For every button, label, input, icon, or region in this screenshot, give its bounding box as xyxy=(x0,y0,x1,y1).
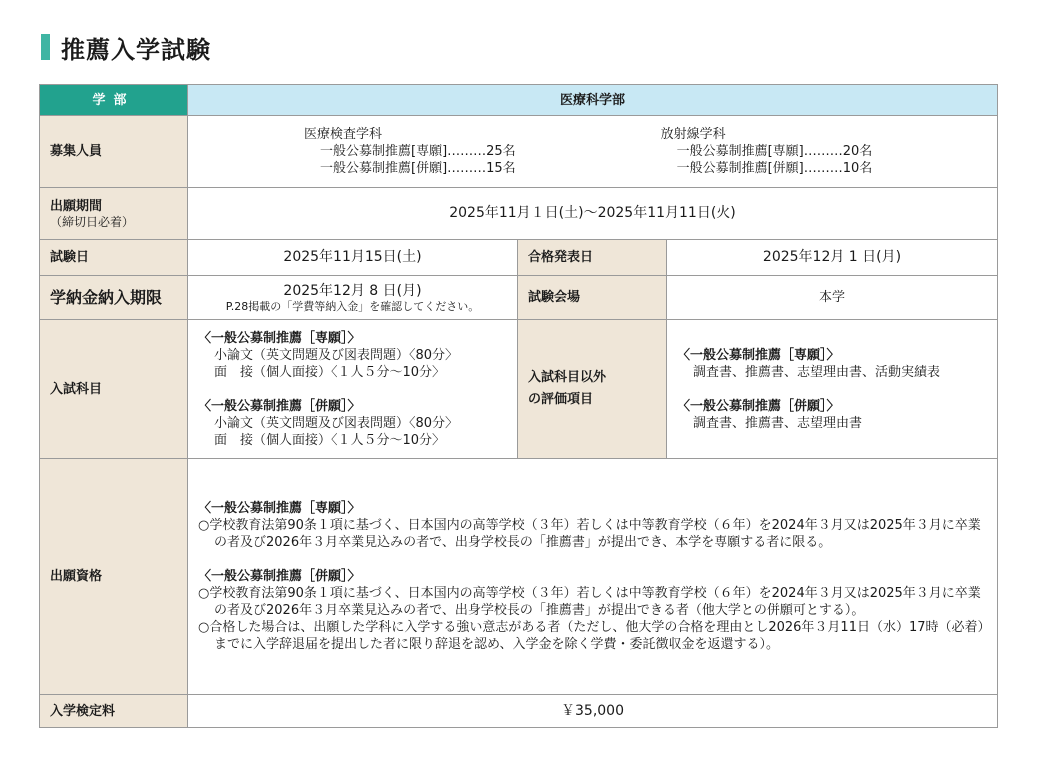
faculty-value: 医療科学部 xyxy=(188,85,998,116)
qualification-heigan-title: 〈一般公募制推薦［併願］〉 xyxy=(198,569,361,584)
page-title-area xyxy=(41,30,211,64)
exam-date-label: 試験日 xyxy=(40,240,188,276)
application-period-label xyxy=(40,188,188,240)
evaluation-senkan-title: 〈一般公募制推薦［専願］〉 xyxy=(677,347,840,363)
subjects-cell xyxy=(188,320,518,459)
result-date-value: 2025年12月 1 日(月) xyxy=(667,240,998,276)
page-title: 推薦入学試験 xyxy=(61,35,211,64)
qualification-paragraph: ○合格した場合は、出願した学科に入学する強い意志がある者（ただし、他大学の合格を理由とし2026年３月11日（水）17時（必着）までに入学辞退届を提出した者に限り辞退を認め、入学金を除く学費・委託徴収金を返還する）。 xyxy=(198,620,991,652)
quota-cell xyxy=(188,116,998,188)
evaluation-label xyxy=(518,320,667,459)
qualification-paragraph: ○学校教育法第90条１項に基づく、日本国内の高等学校（３年）若しくは中等教育学校（６年）を2024年３月又は2025年３月に卒業の者及び2026年３月卒業見込みの者で、出身学校長の「推薦書」が提出できる者（他大学との併願可とする）。 xyxy=(198,586,981,618)
subjects-heigan-title: 〈一般公募制推薦［併願］〉 xyxy=(198,398,361,414)
application-period-row xyxy=(40,188,998,240)
payment-deadline-label: 学納金納入期限 xyxy=(40,276,188,320)
subject-line: 面 接（個人面接）〈１人５分～10分〉 xyxy=(214,432,446,448)
evaluation-heigan-title: 〈一般公募制推薦［併願］〉 xyxy=(677,398,840,414)
exam-date-value: 2025年11月15日(土) xyxy=(188,240,518,276)
evaluation-label-line1: 入試科目以外 xyxy=(528,370,607,385)
quota-dept-medical-lab xyxy=(188,126,584,177)
payment-row xyxy=(40,276,998,320)
subject-line: 面 接（個人面接）〈１人５分～10分〉 xyxy=(214,364,446,380)
payment-deadline-value: 2025年12月 8 日(月) xyxy=(283,282,422,299)
evaluation-label-line2: の評価項目 xyxy=(528,392,594,407)
quota-line: 一般公募制推薦[専願]………25名 xyxy=(320,144,516,159)
quota-dept-radiology xyxy=(601,126,997,177)
venue-value: 本学 xyxy=(667,276,998,320)
fee-row xyxy=(40,695,998,728)
fee-value: ￥35,000 xyxy=(188,695,998,728)
qualification-senkan-title: 〈一般公募制推薦［専願］〉 xyxy=(198,501,361,516)
subjects-senkan-title: 〈一般公募制推薦［専願］〉 xyxy=(198,330,361,346)
qualification-row xyxy=(40,459,998,695)
quota-line: 一般公募制推薦[併願]………15名 xyxy=(320,161,516,176)
subjects-row xyxy=(40,320,998,459)
result-date-label: 合格発表日 xyxy=(518,240,667,276)
qualification-cell xyxy=(188,459,998,695)
subjects-label: 入試科目 xyxy=(40,320,188,459)
application-period-value: 2025年11月１日(土)～2025年11月11日(火) xyxy=(188,188,998,240)
application-period-title: 出願期間 xyxy=(50,199,103,214)
exam-date-row xyxy=(40,240,998,276)
title-accent-bar xyxy=(41,34,50,60)
quota-label: 募集人員 xyxy=(40,116,188,188)
application-period-sublabel: （締切日必着） xyxy=(50,215,135,229)
evaluation-line: 調査書、推薦書、志望理由書 xyxy=(693,415,863,431)
quota-line: 一般公募制推薦[専願]………20名 xyxy=(676,144,873,159)
faculty-label: 学部 xyxy=(40,85,188,116)
subject-line: 小論文（英文問題及び図表問題）〈80分〉 xyxy=(214,347,459,363)
fee-label: 入学検定料 xyxy=(40,695,188,728)
payment-deadline-cell xyxy=(188,276,518,320)
payment-note: P.28掲載の「学費等納入金」を確認してください。 xyxy=(225,299,480,313)
admission-table xyxy=(39,84,998,728)
evaluation-cell xyxy=(667,320,998,459)
venue-label: 試験会場 xyxy=(518,276,667,320)
dept-name: 放射線学科 xyxy=(660,127,726,142)
qualification-paragraph: ○学校教育法第90条１項に基づく、日本国内の高等学校（３年）若しくは中等教育学校（６年）を2024年３月又は2025年３月に卒業の者及び2026年３月卒業見込みの者で、出身学校長の「推薦書」が提出でき、本学を専願する者に限る。 xyxy=(198,518,981,550)
qualification-label: 出願資格 xyxy=(40,459,188,695)
subject-line: 小論文（英文問題及び図表問題）〈80分〉 xyxy=(214,415,459,431)
evaluation-line: 調査書、推薦書、志望理由書、活動実績表 xyxy=(693,364,941,380)
quota-row xyxy=(40,116,998,188)
header-row xyxy=(40,85,998,116)
quota-line: 一般公募制推薦[併願]………10名 xyxy=(676,161,873,176)
dept-name: 医療検査学科 xyxy=(304,127,383,142)
